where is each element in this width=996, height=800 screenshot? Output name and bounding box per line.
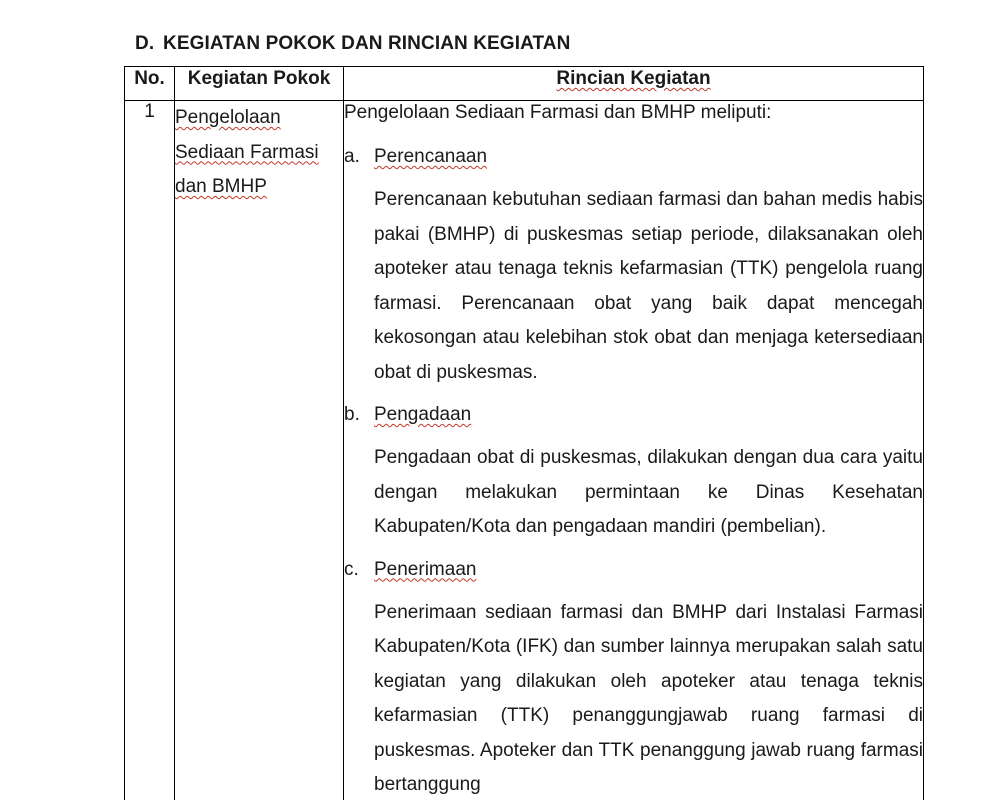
kegiatan-pokok-cell <box>175 101 344 800</box>
activity-table <box>124 66 924 800</box>
section-heading <box>135 33 570 55</box>
kegiatan-pokok-text: Pengelolaan Sediaan Farmasi dan BMHP <box>175 107 319 197</box>
section-letter: D. <box>135 33 155 54</box>
subsection-letter: a. <box>344 146 360 167</box>
subsection-penerimaan <box>344 558 923 800</box>
row-number: 1 <box>125 101 175 800</box>
subsection-pengadaan <box>344 403 923 545</box>
subsection-body: Perencanaan kebutuhan sediaan farmasi dan bahan medis habis pakai (BMHP) di puskesmas setiap periode, dilaksanakan oleh apoteker atau tenaga teknis kefarmasian (TTK) pengelola ruang farmasi. Perencanaan obat yang baik dapat mencegah kekosongan atau kelebihan stok obat dan menjaga ketersediaan obat di puskesmas. <box>374 189 923 383</box>
subsection-letter: b. <box>344 404 360 425</box>
subsection-letter: c. <box>344 558 359 580</box>
section-title: KEGIATAN POKOK DAN RINCIAN KEGIATAN <box>163 33 571 54</box>
subsection-title: Pengadaan <box>374 404 472 425</box>
header-rincian-kegiatan: Rincian Kegiatan <box>344 67 924 101</box>
table-header-row <box>125 67 924 101</box>
subsection-title: Perencanaan <box>374 146 488 167</box>
rincian-kegiatan-cell <box>344 101 924 800</box>
subsection-body: Pengadaan obat di puskesmas, dilakukan dengan dua cara yaitu dengan melakukan permintaan ke Dinas Kesehatan Kabupaten/Kota dan pengadaan mandiri (pembelian). <box>374 447 923 537</box>
subsection-title: Penerimaan <box>374 558 477 580</box>
subsection-body: Penerimaan sediaan farmasi dan BMHP dari Instalasi Farmasi Kabupaten/Kota (IFK) dan sumber lainnya merupakan salah satu kegiatan yang dilakukan oleh apoteker atau tenaga teknis kefarmasian (TTK) penanggungjawab ruang farmasi di puskesmas. Apoteker dan TTK penanggung jawab ruang farmasi bertanggung <box>374 601 923 795</box>
rincian-intro: Pengelolaan Sediaan Farmasi dan BMHP meliputi: <box>344 102 772 123</box>
header-kegiatan-pokok: Kegiatan Pokok <box>175 67 344 101</box>
header-no: No. <box>125 67 175 101</box>
subsection-perencanaan <box>344 145 923 390</box>
table-row <box>125 101 924 800</box>
